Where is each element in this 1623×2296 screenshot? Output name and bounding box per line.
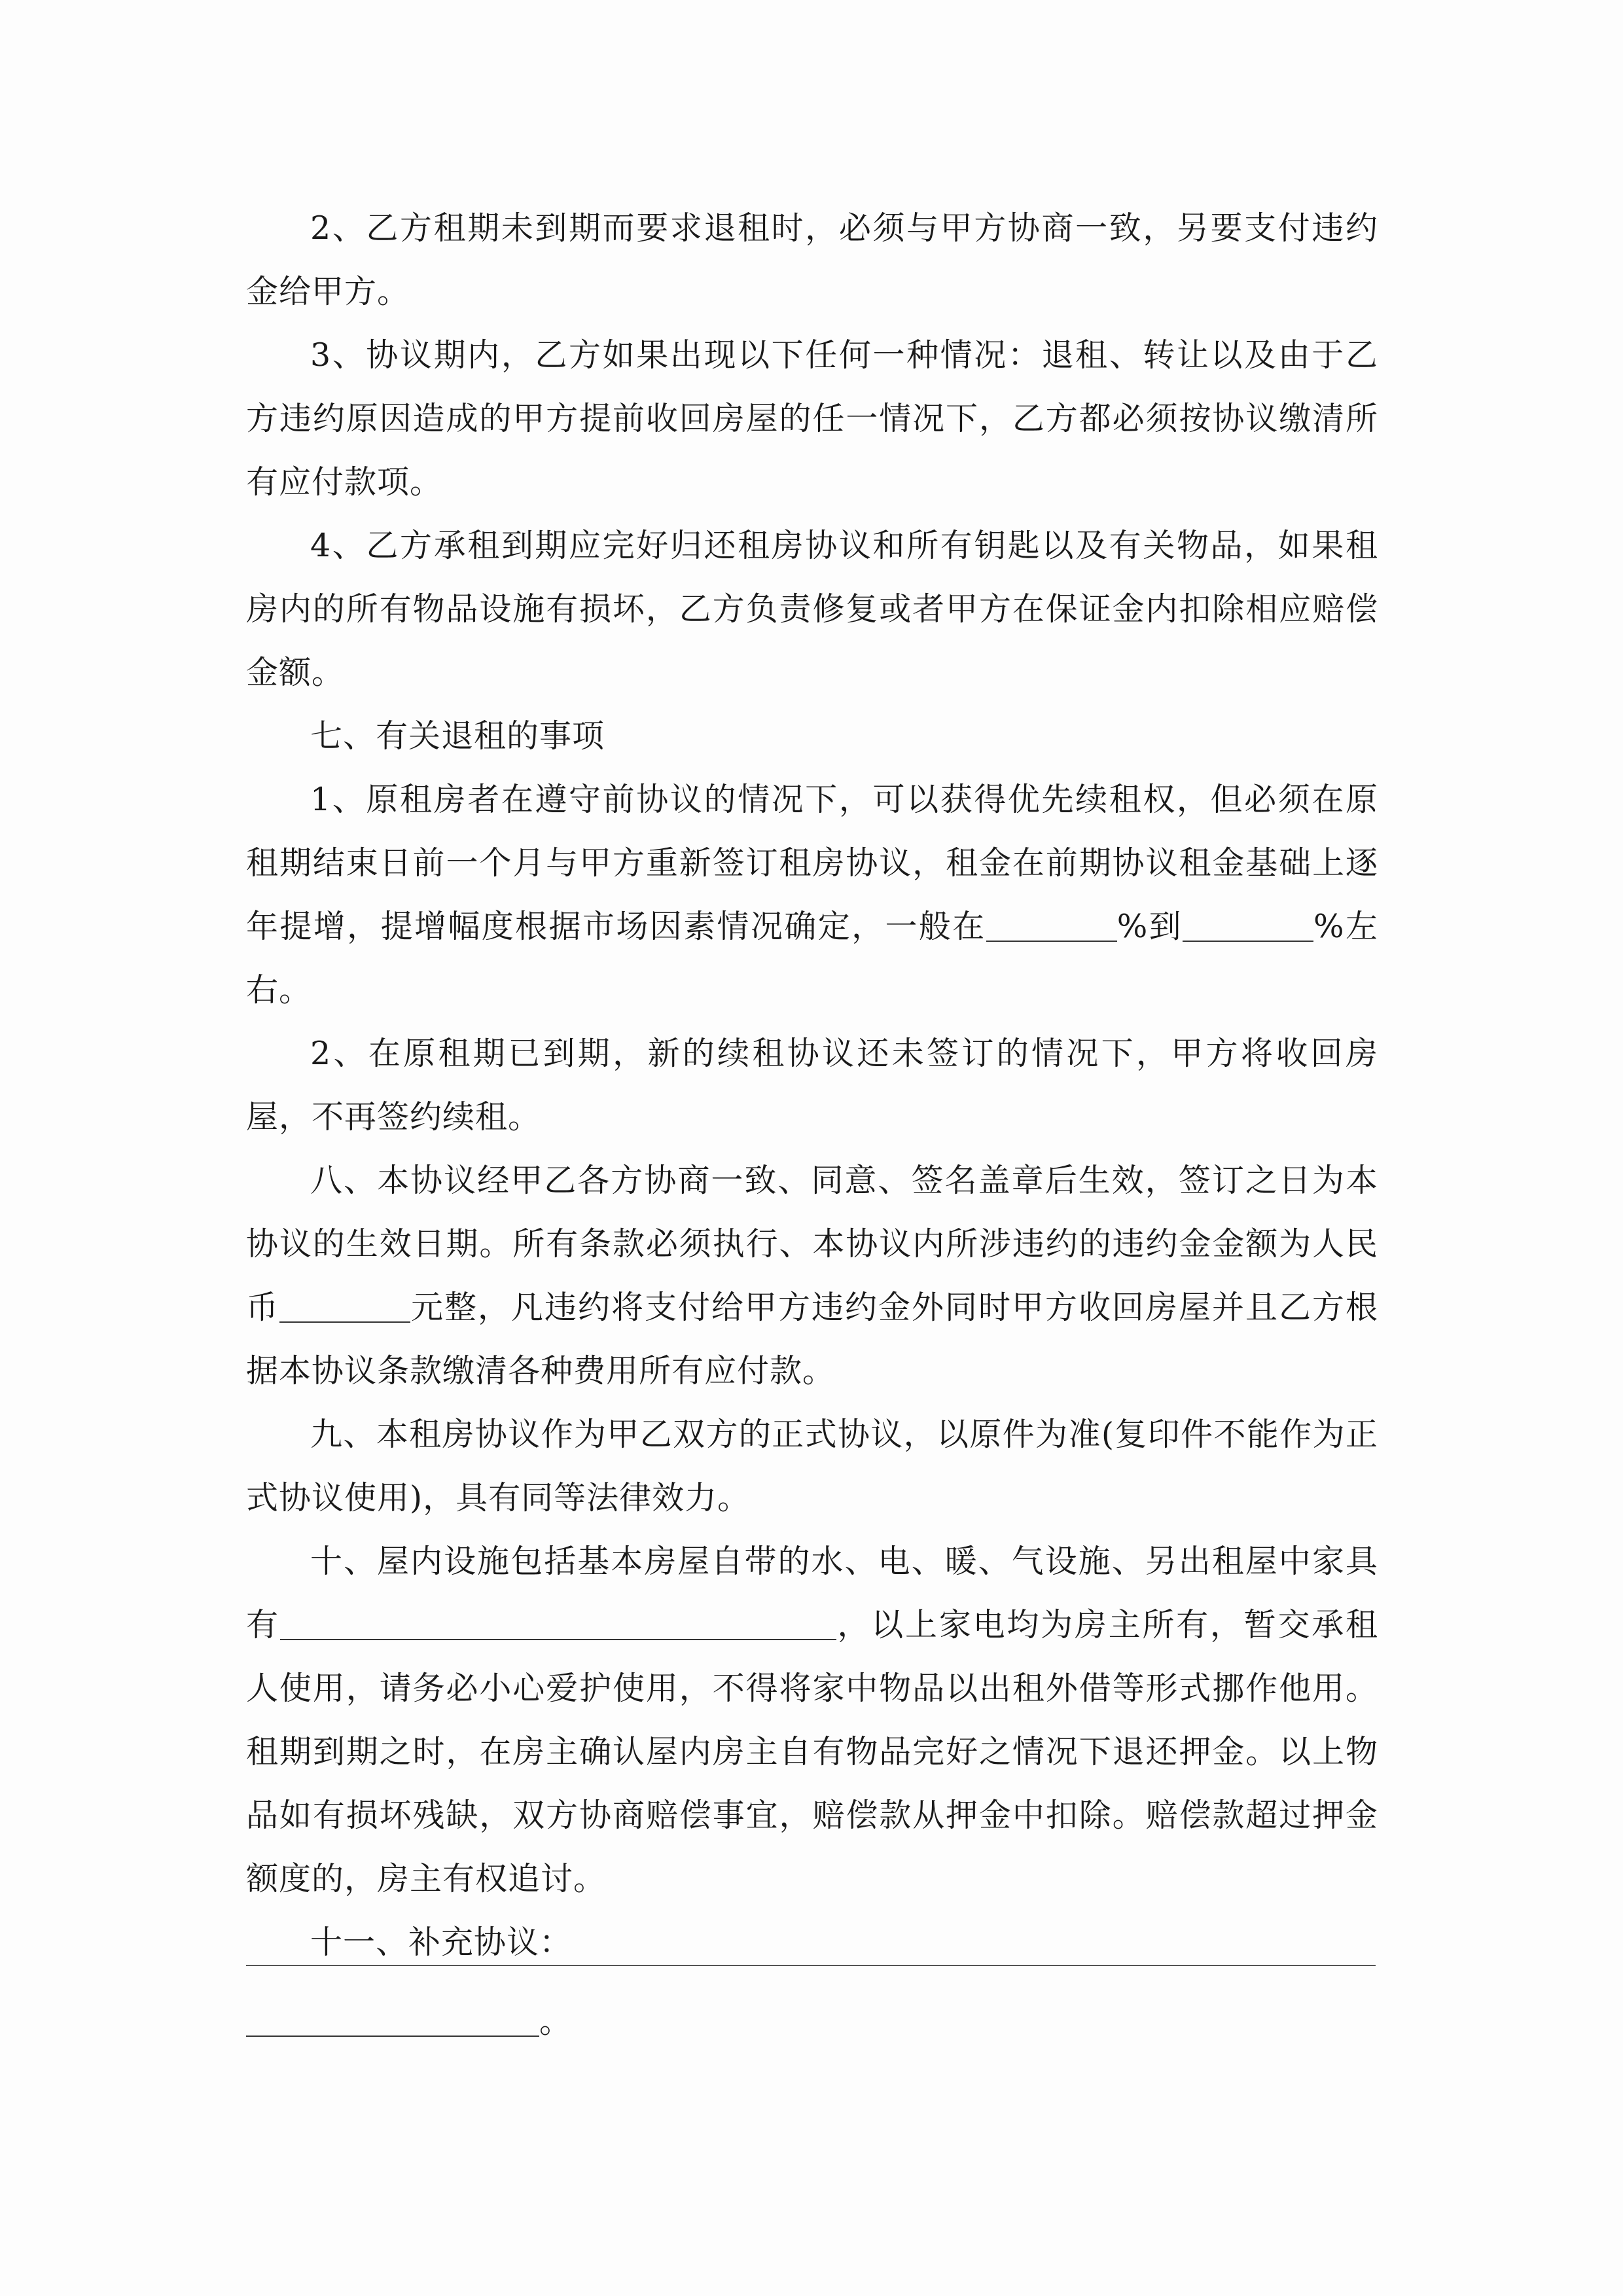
renewal-text-end: %左右。: [246, 908, 1379, 1009]
clause-return-on-expiry: 4、乙方承租到期应完好归还租房协议和所有钥匙以及有关物品，如果租房内的所有物品设施有损坏，乙方负责修复或者甲方在保证金内扣除相应赔偿金额。: [246, 527, 1378, 691]
increase-max-blank[interactable]: [1183, 908, 1313, 942]
closing-mark: 。: [539, 2003, 572, 2040]
section-heading-supplementary: 十一、补充协议：: [310, 1924, 573, 1961]
effective-text-start: 八、本协议经甲乙各方协商一致、同意、签名盖章后生效，签订之日为本协议的生效日期。所有条款必须执行、本协议内所涉违约的违约金金额为人民币: [246, 1162, 1378, 1326]
effective-text-end: 元整，凡违约将支付给甲方违约金外同时甲方收回房屋并且乙方根据本协议条款缴清各种费用所有应付款。: [246, 1289, 1378, 1390]
clause-effective-date: [246, 1149, 1378, 1403]
increase-min-blank[interactable]: [986, 908, 1117, 942]
facilities-text-start: 十、屋内设施包括基本房屋自带的水、电、暖、气设施、另出租屋中家具有: [246, 1543, 1378, 1643]
section-heading-termination: 七、有关退租的事项: [310, 717, 605, 755]
clause-official-agreement: 九、本租房协议作为甲乙双方的正式协议，以原件为准(复印件不能作为正式协议使用)，具有同等法律效力。: [246, 1416, 1378, 1516]
document-body: [246, 196, 1378, 1974]
furniture-list-blank[interactable]: [280, 1607, 836, 1640]
clause-no-renewal: 2、在原租期已到期，新的续租协议还未签订的情况下，甲方将收回房屋，不再签约续租。: [246, 1035, 1378, 1136]
supplementary-agreement-end: [246, 1990, 571, 2053]
clause-early-termination: 2、乙方租期未到期而要求退租时，必须与甲方协商一致，另要支付违约金给甲方。: [246, 209, 1378, 310]
clause-renewal-priority: [246, 768, 1378, 1022]
renewal-text-start: 1、原租房者在遵守前协议的情况下，可以获得优先续租权，但必须在原租期结束日前一个月与甲方重新签订租房协议，租金在前期协议租金基础上逐年提增，提增幅度根据市场因素情况确定，一般在: [246, 781, 1378, 945]
facilities-text-end: ，以上家电均为房主所有，暂交承租人使用，请务必小心爱护使用，不得将家中物品以出租外借等形式挪作他用。租期到期之时，在房主确认屋内房主自有物品完好之情况下退还押金。以上物品如有损坏残缺，双方协商赔偿事宜，赔偿款从押金中扣除。赔偿款超过押金额度的，房主有权追讨。: [246, 1606, 1378, 1897]
supplementary-agreement-line[interactable]: [246, 1965, 1376, 1966]
clause-facilities: [246, 1530, 1378, 1910]
supplementary-agreement-short-line[interactable]: [246, 2003, 539, 2037]
penalty-amount-blank[interactable]: [279, 1289, 410, 1323]
clause-default-situations: 3、协议期内，乙方如果出现以下任何一种情况：退租、转让以及由于乙方违约原因造成的甲方提前收回房屋的任一情况下，乙方都必须按协议缴清所有应付款项。: [246, 336, 1378, 501]
renewal-text-mid: %到: [1116, 908, 1183, 945]
